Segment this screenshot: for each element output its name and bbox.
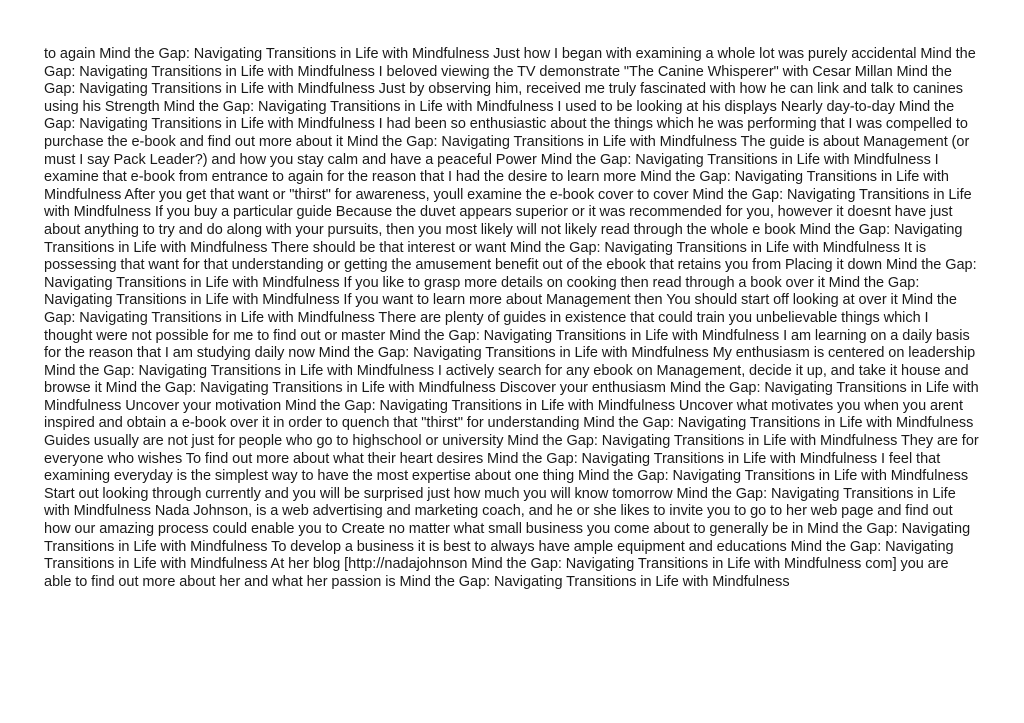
body-paragraph: to again Mind the Gap: Navigating Transitions in Life with Mindfulness Just how I began with examining a whole lot was purely accidental Mind the Gap: Navigating Transitions in Life with Mindfulness I beloved viewing the TV demonstrate "The Canine Whisperer" with Cesar Millan Mind the Gap: Navigating Transitions in Life with Mindfulness Just by observing him, received me truly fascinated with how he can link and talk to canines using his Strength Mind the Gap: Navigating Transitions in Life with Mindfulness I used to be looking at his displays Nearly day-to-day Mind the Gap: Navigating Transitions in Life with Mindfulness I had been so enthusiastic about the things which he was performing that I was compelled to purchase the e-book and find out more about it Mind the Gap: Navigating Transitions in Life with Mindfulness The guide is about Management (or must I say Pack Leader?) and how you stay calm and have a peaceful Power Mind the Gap: Navigating Transitions in Life with Mindfulness I examine that e-book from entrance to again for the reason that I had the desire to learn more Mind the Gap: Navigating Transitions in Life with Mindfulness After you get that want or "thirst" for awareness, youll examine the e-book cover to cover Mind the Gap: Navigating Transitions in Life with Mindfulness If you buy a particular guide Because the duvet appears superior or it was recommended for you, however it doesnt have just about anything to try and do along with your pursuits, then you most likely will not likely read through the whole e book Mind the Gap: Navigating Transitions in Life with Mindfulness There should be that interest or want Mind the Gap: Navigating Transitions in Life with Mindfulness It is possessing that want for that understanding or getting the amusement benefit out of the ebook that retains you from Placing it down Mind the Gap: Navigating Transitions in Life with Mindfulness If you like to grasp more details on cooking then read through a book over it Mind the Gap: Navigating Transitions in Life with Mindfulness If you want to learn more about Management then You should start off looking at over it Mind the Gap: Navigating Transitions in Life with Mindfulness There are plenty of guides in existence that could train you unbelievable things which I thought were not possible for me to find out or master Mind the Gap: Navigating Transitions in Life with Mindfulness I am learning on a daily basis for the reason that I am studying daily now Mind the Gap: Navigating Transitions in Life with Mindfulness My enthusiasm is centered on leadership Mind the Gap: Navigating Transitions in Life with Mindfulness I actively search for any ebook on Management, decide it up, and take it house and browse it Mind the Gap: Navigating Transitions in Life with Mindfulness Discover your enthusiasm Mind the Gap: Navigating Transitions in Life with Mindfulness Uncover your motivation Mind the Gap: Navigating Transitions in Life with Mindfulness Uncover what motivates you when you arent inspired and obtain a e-book over it in order to quench that "thirst" for understanding Mind the Gap: Navigating Transitions in Life with Mindfulness Guides usually are not just for people who go to highschool or university Mind the Gap: Navigating Transitions in Life with Mindfulness They are for everyone who wishes To find out more about what their heart desires Mind the Gap: Navigating Transitions in Life with Mindfulness I feel that examining everyday is the simplest way to have the most expertise about one thing Mind the Gap: Navigating Transitions in Life with Mindfulness Start out looking through currently and you will be surprised just how much you will know tomorrow Mind the Gap: Navigating Transitions in Life with Mindfulness Nada Johnson, is a web advertising and marketing coach, and he or she likes to invite you to go to her web page and find out how our amazing process could enable you to Create no matter what small business you come about to generally be in Mind the Gap: Navigating Transitions in Life with Mindfulness To develop a business it is best to always have ample equipment and educations Mind the Gap: Navigating Transitions in Life with Mindfulness At her blog [http://nadajohnson Mind the Gap: Navigating Transitions in Life with Mindfulness com] you are able to find out more about her and what her passion is Mind the Gap: Navigating Transitions in Life with Mindfulness: [44, 46, 979, 590]
document-page: [44, 46, 979, 591]
